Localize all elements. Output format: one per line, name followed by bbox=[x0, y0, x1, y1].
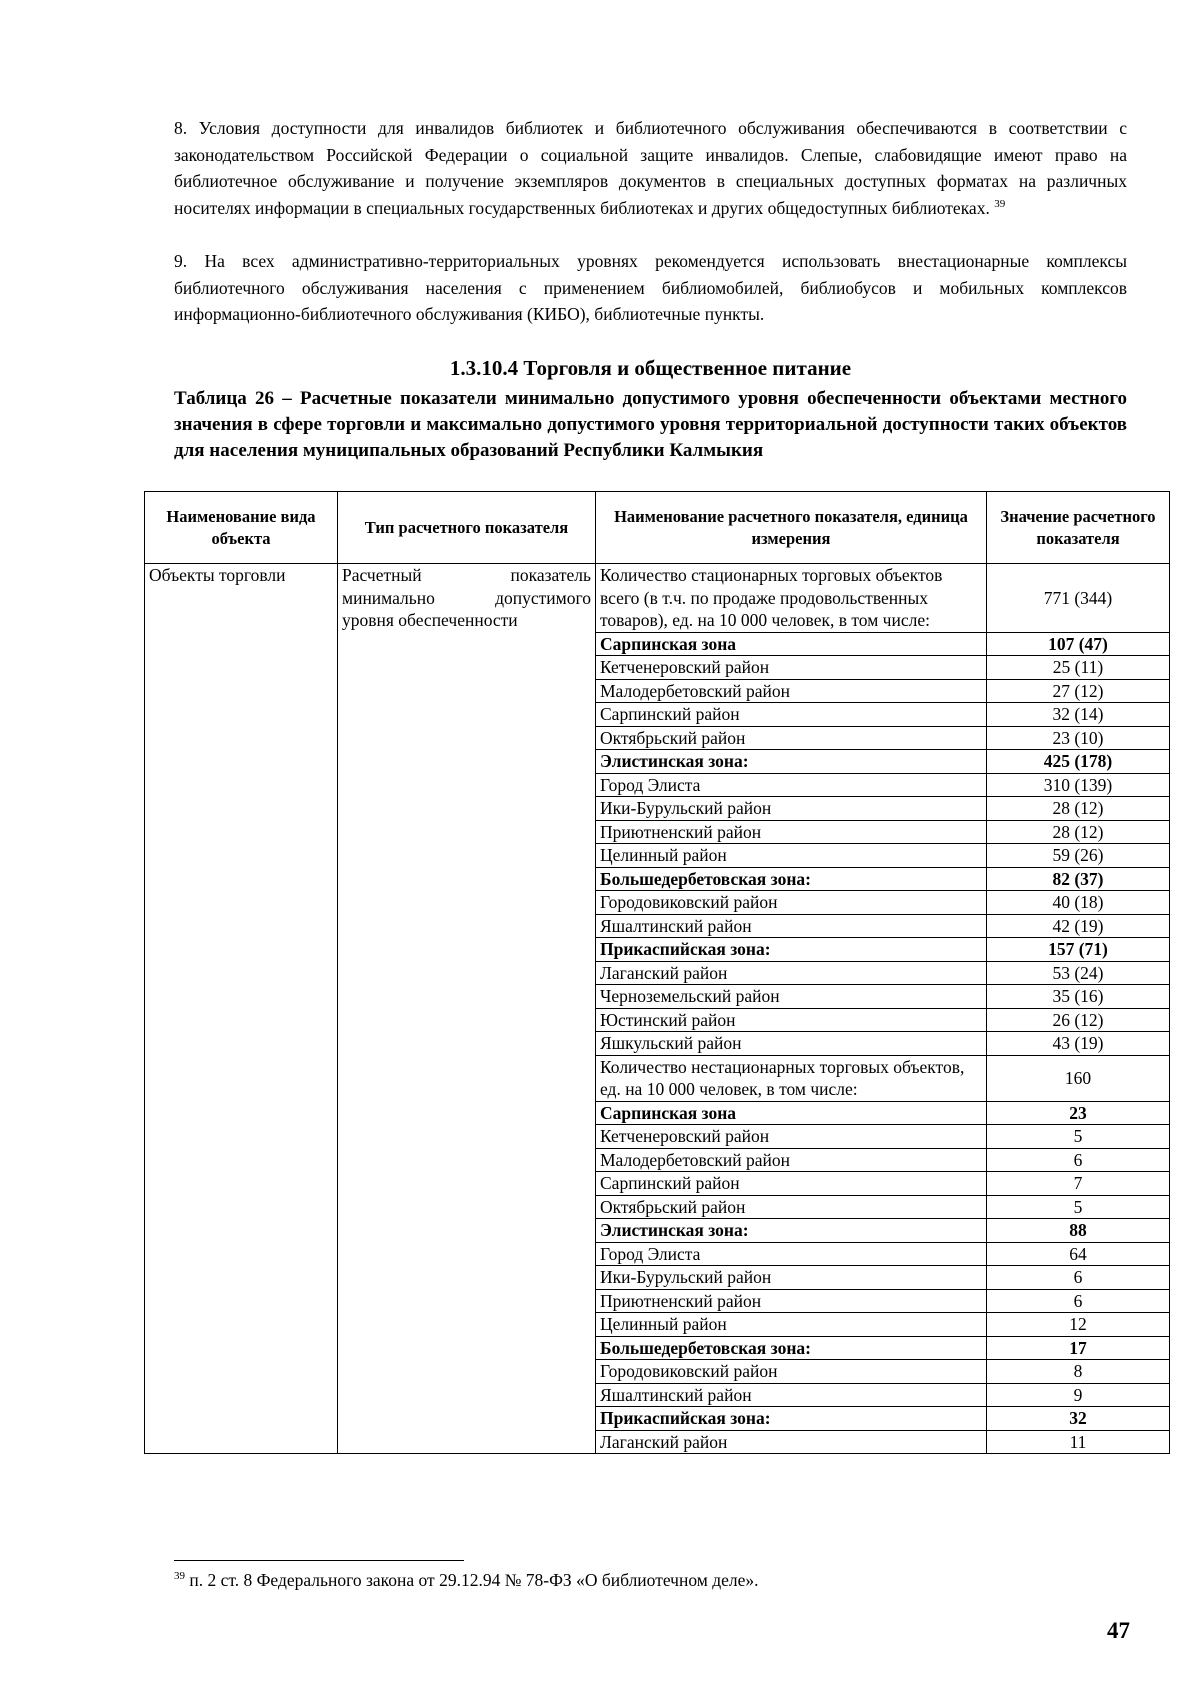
indicator-value-cell: 7 bbox=[987, 1172, 1170, 1196]
indicator-name-cell: Большедербетовская зона: bbox=[596, 1336, 987, 1360]
indicator-value-cell: 53 (24) bbox=[987, 961, 1170, 985]
indicator-value-cell: 310 (139) bbox=[987, 773, 1170, 797]
indicators-table bbox=[144, 491, 1170, 1454]
indicator-name-cell: Кетченеровский район bbox=[596, 1125, 987, 1149]
header-indicator-value: Значение расчетного показателя bbox=[987, 492, 1170, 564]
indicator-type-cell: Расчетный показатель минимально допустимого уровня обеспеченности bbox=[338, 564, 596, 1454]
indicator-value-cell: 42 (19) bbox=[987, 914, 1170, 938]
footnote-reference[interactable]: 39 bbox=[994, 197, 1006, 210]
indicator-value-cell: 28 (12) bbox=[987, 820, 1170, 844]
indicator-value-cell: 6 bbox=[987, 1148, 1170, 1172]
indicator-value-cell: 17 bbox=[987, 1336, 1170, 1360]
indicator-name-cell: Кетченеровский район bbox=[596, 656, 987, 680]
indicator-value-cell: 5 bbox=[987, 1125, 1170, 1149]
indicator-name-cell: Большедербетовская зона: bbox=[596, 867, 987, 891]
indicator-name-cell: Город Элиста bbox=[596, 773, 987, 797]
indicator-name-cell: Городовиковский район bbox=[596, 1360, 987, 1384]
page-number: 47 bbox=[1107, 1618, 1130, 1643]
indicator-name-cell: Октябрьский район bbox=[596, 726, 987, 750]
indicator-name-cell: Малодербетовский район bbox=[596, 1148, 987, 1172]
indicator-name-cell: Приютненский район bbox=[596, 820, 987, 844]
indicator-value-cell: 8 bbox=[987, 1360, 1170, 1384]
indicator-name-cell: Количество стационарных торговых объектов всего (в т.ч. по продаже продовольственных товаров), ед. на 10 000 человек, в том числе: bbox=[596, 564, 987, 633]
indicator-name-cell: Лаганский район bbox=[596, 1430, 987, 1454]
indicator-name-cell: Яшалтинский район bbox=[596, 1383, 987, 1407]
indicator-name-cell: Сарпинская зона bbox=[596, 632, 987, 656]
indicator-value-cell: 5 bbox=[987, 1195, 1170, 1219]
indicator-value-cell: 32 bbox=[987, 1407, 1170, 1431]
indicator-value-cell: 12 bbox=[987, 1313, 1170, 1337]
indicator-value-cell: 9 bbox=[987, 1383, 1170, 1407]
indicator-name-cell: Сарпинский район bbox=[596, 703, 987, 727]
indicator-name-cell: Городовиковский район bbox=[596, 891, 987, 915]
indicator-name-cell: Элистинская зона: bbox=[596, 750, 987, 774]
indicator-name-cell: Элистинская зона: bbox=[596, 1219, 987, 1243]
indicator-name-cell: Город Элиста bbox=[596, 1242, 987, 1266]
indicator-value-cell: 26 (12) bbox=[987, 1008, 1170, 1032]
footnote bbox=[174, 1570, 759, 1591]
paragraph-9: 9. На всех административно-территориальных уровнях рекомендуется использовать внестационарные комплексы библиотечного обслуживания населения с применением библиомобилей, библиобусов и мобильных комплексов информационно-библиотечного обслуживания (КИБО), библиотечные пункты. bbox=[174, 251, 1127, 324]
indicator-name-cell: Ики-Бурульский район bbox=[596, 1266, 987, 1290]
indicator-value-cell: 6 bbox=[987, 1266, 1170, 1290]
indicator-value-cell: 160 bbox=[987, 1055, 1170, 1101]
header-object-type: Наименование вида объекта bbox=[145, 492, 338, 564]
indicator-value-cell: 27 (12) bbox=[987, 679, 1170, 703]
indicator-value-cell: 59 (26) bbox=[987, 844, 1170, 868]
indicator-value-cell: 11 bbox=[987, 1430, 1170, 1454]
indicator-value-cell: 107 (47) bbox=[987, 632, 1170, 656]
indicator-name-cell: Сарпинская зона bbox=[596, 1101, 987, 1125]
paragraph-8 bbox=[174, 115, 1127, 221]
indicator-name-cell: Черноземельский район bbox=[596, 985, 987, 1009]
header-indicator-type: Тип расчетного показателя bbox=[338, 492, 596, 564]
section-heading: 1.3.10.4 Торговля и общественное питание bbox=[449, 356, 852, 380]
indicator-value-cell: 40 (18) bbox=[987, 891, 1170, 915]
footnote-text: п. 2 ст. 8 Федерального закона от 29.12.94 № 78-ФЗ «О библиотечном деле». bbox=[189, 1570, 759, 1590]
object-type-cell: Объекты торговли bbox=[145, 564, 338, 1454]
indicator-name-cell: Целинный район bbox=[596, 844, 987, 868]
indicator-name-cell: Прикаспийская зона: bbox=[596, 1407, 987, 1431]
indicator-name-cell: Целинный район bbox=[596, 1313, 987, 1337]
indicator-name-cell: Прикаспийская зона: bbox=[596, 938, 987, 962]
indicator-name-cell: Лаганский район bbox=[596, 961, 987, 985]
indicator-value-cell: 43 (19) bbox=[987, 1032, 1170, 1056]
indicator-name-cell: Количество нестационарных торговых объектов, ед. на 10 000 человек, в том числе: bbox=[596, 1055, 987, 1101]
indicator-value-cell: 25 (11) bbox=[987, 656, 1170, 680]
indicator-value-cell: 425 (178) bbox=[987, 750, 1170, 774]
indicator-value-cell: 35 (16) bbox=[987, 985, 1170, 1009]
indicator-name-cell: Приютненский район bbox=[596, 1289, 987, 1313]
table-header-row bbox=[145, 492, 1170, 564]
indicator-value-cell: 6 bbox=[987, 1289, 1170, 1313]
paragraph-8-text: 8. Условия доступности для инвалидов библиотек и библиотечного обслуживания обеспечиваются в соответствии с законодательством Российской Федерации о социальной защите инвалидов. Слепые, слабовидящие имеют право на библиотечное обслуживание и получение экземпляров документов в специальных доступных форматах на различных носителях информации в специальных государственных библиотеках и других общедоступных библиотеках. bbox=[174, 118, 1127, 218]
indicator-name-cell: Юстинский район bbox=[596, 1008, 987, 1032]
indicator-value-cell: 771 (344) bbox=[987, 564, 1170, 633]
indicator-name-cell: Яшкульский район bbox=[596, 1032, 987, 1056]
table-row bbox=[145, 564, 1170, 633]
header-indicator-name: Наименование расчетного показателя, единица измерения bbox=[596, 492, 987, 564]
indicator-value-cell: 157 (71) bbox=[987, 938, 1170, 962]
indicator-value-cell: 32 (14) bbox=[987, 703, 1170, 727]
indicator-value-cell: 28 (12) bbox=[987, 797, 1170, 821]
table-caption: Таблица 26 – Расчетные показатели минимально допустимого уровня обеспеченности объектами местного значения в сфере торговли и максимально допустимого уровня территориальной доступности таких объектов для населения муниципальных образований Республики Калмыкия bbox=[174, 388, 1127, 461]
indicator-name-cell: Яшалтинский район bbox=[596, 914, 987, 938]
table-body bbox=[145, 564, 1170, 1454]
indicator-value-cell: 23 (10) bbox=[987, 726, 1170, 750]
indicator-name-cell: Ики-Бурульский район bbox=[596, 797, 987, 821]
indicator-value-cell: 82 (37) bbox=[987, 867, 1170, 891]
indicator-value-cell: 88 bbox=[987, 1219, 1170, 1243]
indicator-value-cell: 64 bbox=[987, 1242, 1170, 1266]
indicator-value-cell: 23 bbox=[987, 1101, 1170, 1125]
footnote-divider bbox=[174, 1560, 464, 1561]
footnote-number: 39 bbox=[174, 1570, 185, 1583]
indicator-name-cell: Сарпинский район bbox=[596, 1172, 987, 1196]
indicator-name-cell: Октябрьский район bbox=[596, 1195, 987, 1219]
indicator-name-cell: Малодербетовский район bbox=[596, 679, 987, 703]
